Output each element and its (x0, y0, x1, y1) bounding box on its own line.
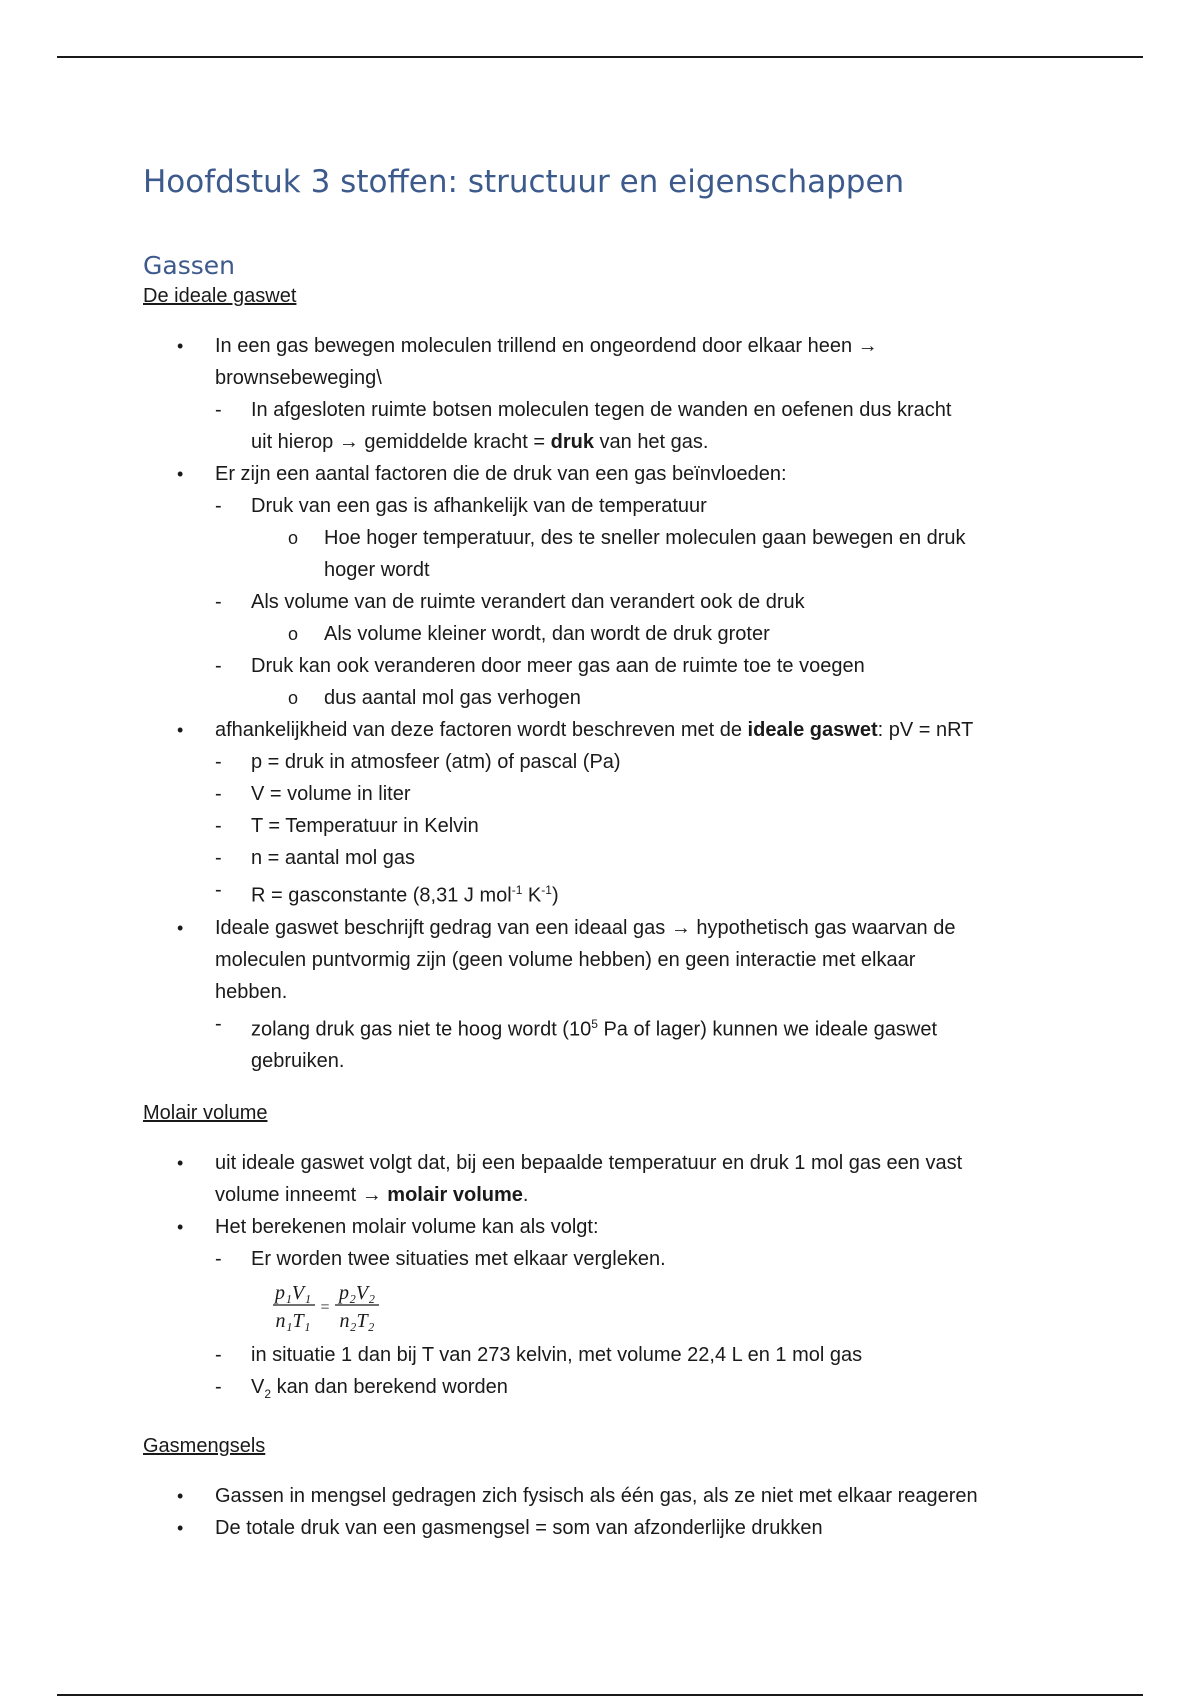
list-item-continuation: brownsebeweging\ (215, 367, 382, 389)
formula-denominator-left: n₁T₁ (275, 1310, 311, 1333)
header-rule (57, 56, 1143, 58)
dash-marker: - (215, 399, 222, 421)
footer-rule (57, 1694, 1143, 1696)
list-item: - Druk van een gas is afhankelijk van de temperatuur (143, 490, 1063, 522)
document-page (143, 160, 1063, 1544)
list-item: - T = Temperatuur in Kelvin (143, 810, 1063, 842)
formula-denominator-right: n₂T₂ (339, 1310, 375, 1333)
list-item: - R = gasconstante (8,31 J mol$^{-1}$ $K^{-1}$) (143, 874, 1063, 912)
circle-marker: o (288, 624, 299, 644)
list-item-continuation: hoger wordt (324, 559, 430, 581)
dash-marker: - (215, 1248, 222, 1271)
bullet-marker: • (177, 1153, 184, 1174)
subheading-molair-volume: Molair volume (143, 1102, 268, 1125)
list-item: • Er zijn een aantal factoren die de druk van een gas beïnvloeden: (143, 458, 1063, 490)
section-heading: Gassen (143, 251, 235, 280)
dash-marker: - (215, 815, 222, 837)
bullet-marker: • (177, 1486, 184, 1507)
dash-marker: - (215, 879, 222, 901)
list-item: - n = aantal mol gas (143, 842, 1063, 874)
bullet-marker: • (177, 917, 184, 938)
dash-marker: - (215, 1376, 222, 1399)
list-item: - zolang druk gas niet te hoog wordt ($10^5$ Pa of lager) kunnen we ideale gaswet (143, 1008, 1063, 1046)
list-item: • uit ideale gaswet volgt dat, bij een bepaalde temperatuur en druk 1 mol gas een vast (143, 1147, 1063, 1179)
formula-equals: = (320, 1299, 330, 1317)
bullet-marker: • (177, 464, 184, 484)
list-item: • De totale druk van een gasmengsel = som van afzonderlijke drukken (143, 1512, 1063, 1544)
list-item: • Gassen in mengsel gedragen zich fysisch als één gas, als ze niet met elkaar reageren (143, 1480, 1063, 1512)
list-item: o Als volume kleiner wordt, dan wordt de druk groter (143, 618, 1063, 650)
list-item: - p = druk in atmosfeer (atm) of pascal (Pa) (143, 746, 1063, 778)
dash-marker: - (215, 655, 222, 677)
formula-numerator-left: p₁V₁ (274, 1282, 312, 1305)
list-item: - $V_2$ kan dan berekend worden (143, 1371, 1063, 1410)
page-title: Hoofdstuk 3 stoffen: structuur en eigenschappen (143, 164, 905, 200)
bullet-marker: • (177, 720, 184, 740)
list-item: o Hoe hoger temperatuur, des te sneller moleculen gaan bewegen en druk (143, 522, 1063, 554)
list-item-continuation: hebben. (215, 980, 288, 1003)
dash-marker: - (215, 751, 222, 773)
bullet-marker: • (177, 336, 184, 356)
list-item: - Er worden twee situaties met elkaar vergleken. (143, 1243, 1063, 1275)
formula-graphic (271, 1279, 411, 1339)
dash-marker: - (215, 847, 222, 869)
list-item: • afhankelijkheid van deze factoren wordt beschreven met de ideale gaswet: pV = nRT (143, 714, 1063, 746)
bullet-marker: • (177, 1518, 184, 1539)
list-item: - Als volume van de ruimte verandert dan verandert ook de druk (143, 586, 1063, 618)
dash-marker: - (215, 1012, 222, 1035)
dash-marker: - (215, 591, 222, 613)
subheading-gasmengsels: Gasmengsels (143, 1435, 266, 1458)
dash-marker: - (215, 783, 222, 805)
gas-law-formula (143, 1275, 1063, 1339)
list-item-continuation: moleculen puntvormig zijn (geen volume hebben) en geen interactie met elkaar (215, 948, 916, 971)
dash-marker: - (215, 495, 222, 517)
list-item: - Druk kan ook veranderen door meer gas aan de ruimte toe te voegen (143, 650, 1063, 682)
list-item: - V = volume in liter (143, 778, 1063, 810)
circle-marker: o (288, 528, 299, 548)
list-item-continuation: gebruiken. (251, 1050, 345, 1073)
dash-marker: - (215, 1344, 222, 1367)
bullet-marker: • (177, 1217, 184, 1238)
list-item: - In afgesloten ruimte botsen moleculen tegen de wanden en oefenen dus kracht (143, 394, 1063, 426)
list-item: • Het berekenen molair volume kan als volgt: (143, 1211, 1063, 1243)
list-item: • Ideale gaswet beschrijft gedrag van een ideaal gas → hypothetisch gas waarvan de (143, 912, 1063, 944)
list-item: o dus aantal mol gas verhogen (143, 682, 1063, 714)
list-item-continuation: volume inneemt → molair volume. (215, 1184, 529, 1207)
list-item-continuation: uit hierop → gemiddelde kracht = druk van het gas. (251, 431, 709, 453)
formula-numerator-right: p₂V₂ (338, 1282, 376, 1305)
list-item: • In een gas bewegen moleculen trillend en ongeordend door elkaar heen → (143, 330, 1063, 362)
subheading-ideale-gaswet: De ideale gaswet (143, 285, 297, 307)
list-item: - in situatie 1 dan bij T van 273 kelvin, met volume 22,4 L en 1 mol gas (143, 1339, 1063, 1371)
circle-marker: o (288, 688, 299, 708)
